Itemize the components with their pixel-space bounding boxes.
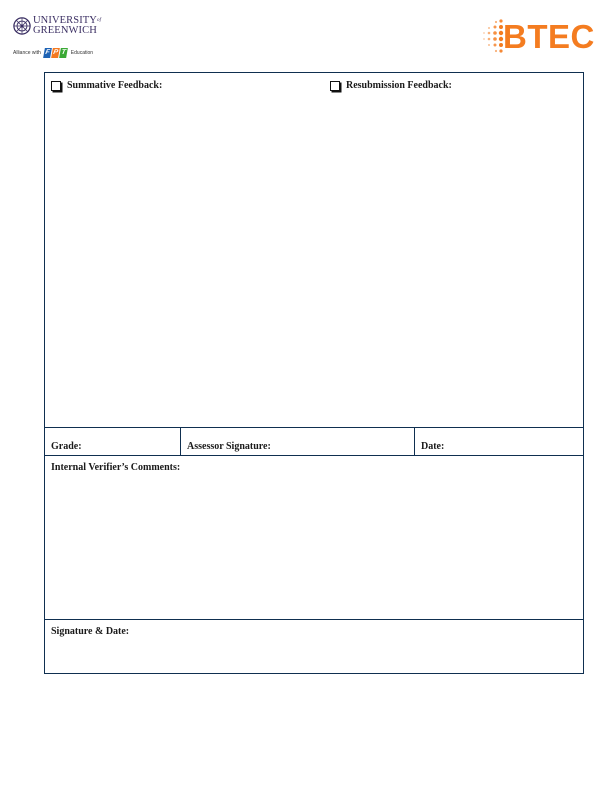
university-of: of — [97, 18, 102, 23]
alliance-line — [13, 46, 93, 60]
date-label: Date: — [421, 441, 445, 452]
btec-logo — [481, 17, 603, 57]
fpt-letter-t: T — [60, 49, 67, 56]
summative-feedback-option[interactable] — [51, 80, 162, 91]
grade-cell[interactable] — [45, 428, 181, 455]
fpt-letter-p: P — [52, 49, 59, 56]
fpt-logo — [44, 48, 68, 58]
signature-date-section[interactable] — [45, 620, 583, 674]
fpt-letter-f: F — [44, 49, 51, 56]
signature-date-label: Signature & Date: — [51, 626, 130, 637]
internal-verifier-section[interactable] — [45, 456, 583, 620]
university-line-1: UNIVERSITY — [33, 15, 97, 26]
date-cell[interactable] — [415, 428, 583, 455]
summative-feedback-label: Summative Feedback: — [67, 80, 163, 91]
feedback-section — [45, 73, 583, 428]
assessor-signature-label: Assessor Signature: — [187, 441, 271, 452]
alliance-prefix: Alliance with — [13, 50, 41, 56]
summative-feedback-checkbox[interactable] — [51, 81, 61, 91]
resubmission-feedback-checkbox[interactable] — [330, 81, 340, 91]
university-line-2: GREENWICH — [33, 25, 97, 36]
alliance-suffix: Education — [70, 50, 94, 56]
assessor-signature-cell[interactable] — [181, 428, 415, 455]
grade-label: Grade: — [51, 441, 82, 452]
resubmission-feedback-option[interactable] — [330, 80, 452, 91]
feedback-form — [44, 72, 584, 674]
internal-verifier-label: Internal Verifier’s Comments: — [51, 462, 181, 473]
university-name — [33, 16, 101, 36]
university-of-greenwich-logo — [13, 15, 113, 61]
resubmission-feedback-label: Resubmission Feedback: — [346, 80, 452, 91]
btec-wordmark: BTEC — [503, 18, 595, 55]
grade-signature-row — [45, 428, 583, 456]
greenwich-emblem-icon — [13, 17, 31, 35]
